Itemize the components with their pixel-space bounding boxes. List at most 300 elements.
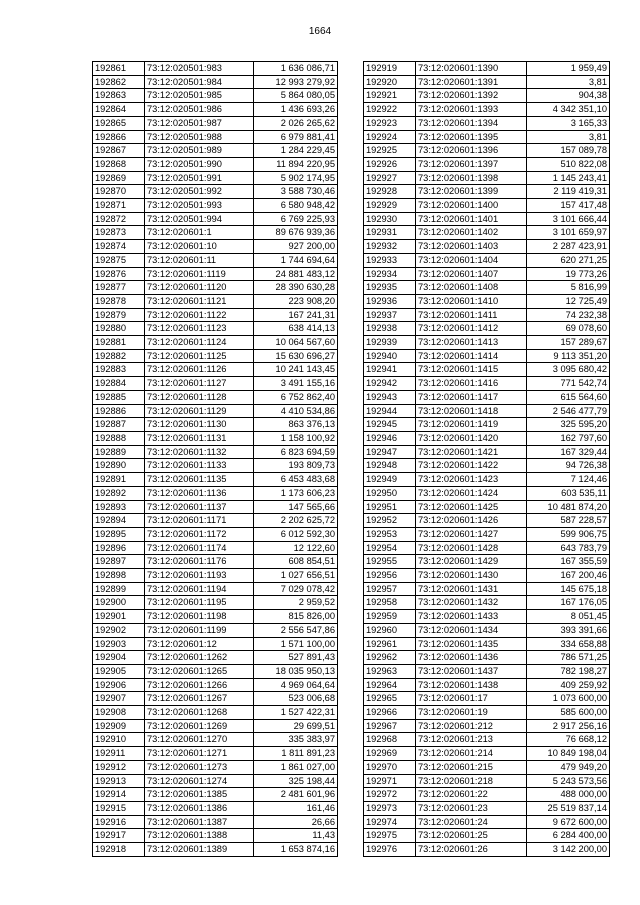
cadastral-number-cell: 73:12:020601:1125 bbox=[145, 349, 254, 363]
table-row bbox=[364, 541, 610, 555]
value-cell: 335 383,97 bbox=[254, 733, 338, 747]
table-row bbox=[364, 801, 610, 815]
row-number-cell: 192865 bbox=[93, 116, 145, 130]
value-cell: 157 417,48 bbox=[527, 199, 610, 213]
cadastral-number-cell: 73:12:020601:1410 bbox=[416, 294, 527, 308]
cadastral-number-cell: 73:12:020601:1262 bbox=[145, 651, 254, 665]
row-number-cell: 192934 bbox=[364, 267, 416, 281]
cadastral-number-cell: 73:12:020601:1195 bbox=[145, 596, 254, 610]
table-row bbox=[364, 404, 610, 418]
cadastral-number-cell: 73:12:020501:983 bbox=[145, 62, 254, 76]
row-number-cell: 192960 bbox=[364, 623, 416, 637]
value-cell: 2 546 477,79 bbox=[527, 404, 610, 418]
cadastral-number-cell: 73:12:020601:11 bbox=[145, 253, 254, 267]
row-number-cell: 192901 bbox=[93, 610, 145, 624]
row-number-cell: 192970 bbox=[364, 760, 416, 774]
cadastral-number-cell: 73:12:020501:991 bbox=[145, 171, 254, 185]
cadastral-number-cell: 73:12:020601:1193 bbox=[145, 569, 254, 583]
table-row bbox=[93, 719, 338, 733]
table-row bbox=[364, 308, 610, 322]
value-cell: 904,38 bbox=[527, 89, 610, 103]
value-cell: 4 410 534,86 bbox=[254, 404, 338, 418]
row-number-cell: 192902 bbox=[93, 623, 145, 637]
row-number-cell: 192903 bbox=[93, 637, 145, 651]
value-cell: 167 200,46 bbox=[527, 569, 610, 583]
cadastral-number-cell: 73:12:020601:1128 bbox=[145, 390, 254, 404]
table-row bbox=[93, 623, 338, 637]
value-cell: 9 672 600,00 bbox=[527, 815, 610, 829]
row-number-cell: 192961 bbox=[364, 637, 416, 651]
row-number-cell: 192910 bbox=[93, 733, 145, 747]
table-row bbox=[93, 541, 338, 555]
value-cell: 771 542,74 bbox=[527, 377, 610, 391]
table-row bbox=[364, 637, 610, 651]
row-number-cell: 192871 bbox=[93, 199, 145, 213]
cadastral-number-cell: 73:12:020601:1174 bbox=[145, 541, 254, 555]
table-row bbox=[364, 377, 610, 391]
table-row bbox=[93, 815, 338, 829]
row-number-cell: 192948 bbox=[364, 459, 416, 473]
cadastral-number-cell: 73:12:020501:987 bbox=[145, 116, 254, 130]
row-number-cell: 192868 bbox=[93, 157, 145, 171]
table-row bbox=[364, 719, 610, 733]
cadastral-number-cell: 73:12:020601:19 bbox=[416, 706, 527, 720]
table-row bbox=[93, 418, 338, 432]
table-row bbox=[364, 459, 610, 473]
row-number-cell: 192878 bbox=[93, 294, 145, 308]
table-row bbox=[364, 89, 610, 103]
row-number-cell: 192907 bbox=[93, 692, 145, 706]
value-cell: 10 241 143,45 bbox=[254, 363, 338, 377]
table-row bbox=[93, 226, 338, 240]
cadastral-table-right bbox=[363, 61, 610, 857]
cadastral-number-cell: 73:12:020601:213 bbox=[416, 733, 527, 747]
value-cell: 15 630 696,27 bbox=[254, 349, 338, 363]
value-cell: 6 012 592,30 bbox=[254, 527, 338, 541]
row-number-cell: 192896 bbox=[93, 541, 145, 555]
row-number-cell: 192918 bbox=[93, 843, 145, 857]
cadastral-number-cell: 73:12:020601:1392 bbox=[416, 89, 527, 103]
cadastral-number-cell: 73:12:020601:1429 bbox=[416, 555, 527, 569]
cadastral-number-cell: 73:12:020601:1425 bbox=[416, 500, 527, 514]
value-cell: 157 289,67 bbox=[527, 336, 610, 350]
row-number-cell: 192861 bbox=[93, 62, 145, 76]
row-number-cell: 192876 bbox=[93, 267, 145, 281]
value-cell: 643 783,79 bbox=[527, 541, 610, 555]
table-row bbox=[93, 212, 338, 226]
cadastral-number-cell: 73:12:020601:1386 bbox=[145, 801, 254, 815]
cadastral-number-cell: 73:12:020601:1428 bbox=[416, 541, 527, 555]
row-number-cell: 192894 bbox=[93, 514, 145, 528]
cadastral-number-cell: 73:12:020601:23 bbox=[416, 801, 527, 815]
cadastral-number-cell: 73:12:020601:1395 bbox=[416, 130, 527, 144]
cadastral-number-cell: 73:12:020601:1269 bbox=[145, 719, 254, 733]
cadastral-number-cell: 73:12:020601:1390 bbox=[416, 62, 527, 76]
table-row bbox=[364, 294, 610, 308]
value-cell: 3 491 155,16 bbox=[254, 377, 338, 391]
row-number-cell: 192883 bbox=[93, 363, 145, 377]
value-cell: 7 124,46 bbox=[527, 473, 610, 487]
row-number-cell: 192969 bbox=[364, 747, 416, 761]
cadastral-number-cell: 73:12:020601:215 bbox=[416, 760, 527, 774]
cadastral-number-cell: 73:12:020601:1171 bbox=[145, 514, 254, 528]
value-cell: 193 809,73 bbox=[254, 459, 338, 473]
cadastral-number-cell: 73:12:020601:1122 bbox=[145, 308, 254, 322]
table-row bbox=[364, 322, 610, 336]
table-row bbox=[93, 774, 338, 788]
cadastral-number-cell: 73:12:020501:988 bbox=[145, 130, 254, 144]
table-row bbox=[93, 733, 338, 747]
table-row bbox=[364, 185, 610, 199]
cadastral-number-cell: 73:12:020601:1194 bbox=[145, 582, 254, 596]
row-number-cell: 192863 bbox=[93, 89, 145, 103]
cadastral-number-cell: 73:12:020501:985 bbox=[145, 89, 254, 103]
cadastral-number-cell: 73:12:020601:1120 bbox=[145, 281, 254, 295]
value-cell: 615 564,60 bbox=[527, 390, 610, 404]
cadastral-number-cell: 73:12:020601:1427 bbox=[416, 527, 527, 541]
row-number-cell: 192909 bbox=[93, 719, 145, 733]
cadastral-number-cell: 73:12:020601:1404 bbox=[416, 253, 527, 267]
row-number-cell: 192872 bbox=[93, 212, 145, 226]
table-row bbox=[364, 486, 610, 500]
value-cell: 8 051,45 bbox=[527, 610, 610, 624]
row-number-cell: 192964 bbox=[364, 678, 416, 692]
table-row bbox=[93, 527, 338, 541]
cadastral-number-cell: 73:12:020601:214 bbox=[416, 747, 527, 761]
table-row bbox=[364, 843, 610, 857]
cadastral-number-cell: 73:12:020601:1268 bbox=[145, 706, 254, 720]
cadastral-number-cell: 73:12:020601:1426 bbox=[416, 514, 527, 528]
row-number-cell: 192916 bbox=[93, 815, 145, 829]
row-number-cell: 192976 bbox=[364, 843, 416, 857]
row-number-cell: 192952 bbox=[364, 514, 416, 528]
table-row bbox=[364, 199, 610, 213]
value-cell: 2 202 625,72 bbox=[254, 514, 338, 528]
cadastral-number-cell: 73:12:020601:1408 bbox=[416, 281, 527, 295]
table-row bbox=[93, 404, 338, 418]
value-cell: 815 826,00 bbox=[254, 610, 338, 624]
cadastral-number-cell: 73:12:020601:1431 bbox=[416, 582, 527, 596]
table-row bbox=[364, 226, 610, 240]
row-number-cell: 192898 bbox=[93, 569, 145, 583]
value-cell: 927 200,00 bbox=[254, 240, 338, 254]
row-number-cell: 192967 bbox=[364, 719, 416, 733]
table-row bbox=[364, 240, 610, 254]
table-row bbox=[364, 610, 610, 624]
table-row bbox=[364, 815, 610, 829]
value-cell: 1 173 606,23 bbox=[254, 486, 338, 500]
row-number-cell: 192933 bbox=[364, 253, 416, 267]
row-number-cell: 192951 bbox=[364, 500, 416, 514]
table-row bbox=[364, 390, 610, 404]
value-cell: 7 029 078,42 bbox=[254, 582, 338, 596]
table-row bbox=[364, 760, 610, 774]
cadastral-number-cell: 73:12:020601:1273 bbox=[145, 760, 254, 774]
cadastral-number-cell: 73:12:020601:1418 bbox=[416, 404, 527, 418]
cadastral-number-cell: 73:12:020601:1400 bbox=[416, 199, 527, 213]
table-row bbox=[93, 747, 338, 761]
table-row bbox=[93, 801, 338, 815]
row-number-cell: 192932 bbox=[364, 240, 416, 254]
value-cell: 5 902 174,95 bbox=[254, 171, 338, 185]
value-cell: 167 355,59 bbox=[527, 555, 610, 569]
table-row bbox=[364, 678, 610, 692]
row-number-cell: 192915 bbox=[93, 801, 145, 815]
cadastral-number-cell: 73:12:020501:989 bbox=[145, 144, 254, 158]
row-number-cell: 192935 bbox=[364, 281, 416, 295]
table-row bbox=[364, 116, 610, 130]
row-number-cell: 192889 bbox=[93, 445, 145, 459]
row-number-cell: 192924 bbox=[364, 130, 416, 144]
row-number-cell: 192893 bbox=[93, 500, 145, 514]
table-row bbox=[364, 103, 610, 117]
table-row bbox=[93, 157, 338, 171]
table-row bbox=[93, 89, 338, 103]
row-number-cell: 192945 bbox=[364, 418, 416, 432]
cadastral-number-cell: 73:12:020601:218 bbox=[416, 774, 527, 788]
cadastral-number-cell: 73:12:020601:1403 bbox=[416, 240, 527, 254]
table-row bbox=[93, 116, 338, 130]
table-row bbox=[93, 363, 338, 377]
table-row bbox=[93, 294, 338, 308]
cadastral-number-cell: 73:12:020601:1430 bbox=[416, 569, 527, 583]
cadastral-number-cell: 73:12:020501:994 bbox=[145, 212, 254, 226]
cadastral-number-cell: 73:12:020601:1135 bbox=[145, 473, 254, 487]
value-cell: 12 122,60 bbox=[254, 541, 338, 555]
value-cell: 223 908,20 bbox=[254, 294, 338, 308]
table-row bbox=[93, 199, 338, 213]
table-row bbox=[364, 253, 610, 267]
value-cell: 6 752 862,40 bbox=[254, 390, 338, 404]
cadastral-number-cell: 73:12:020601:1397 bbox=[416, 157, 527, 171]
table-row bbox=[93, 788, 338, 802]
row-number-cell: 192882 bbox=[93, 349, 145, 363]
table-row bbox=[93, 336, 338, 350]
value-cell: 510 822,08 bbox=[527, 157, 610, 171]
value-cell: 1 653 874,16 bbox=[254, 843, 338, 857]
row-number-cell: 192904 bbox=[93, 651, 145, 665]
table-row bbox=[364, 555, 610, 569]
row-number-cell: 192949 bbox=[364, 473, 416, 487]
value-cell: 6 769 225,93 bbox=[254, 212, 338, 226]
cadastral-number-cell: 73:12:020601:1123 bbox=[145, 322, 254, 336]
table-row bbox=[364, 144, 610, 158]
table-row bbox=[93, 349, 338, 363]
value-cell: 620 271,25 bbox=[527, 253, 610, 267]
cadastral-number-cell: 73:12:020601:1411 bbox=[416, 308, 527, 322]
cadastral-number-cell: 73:12:020601:12 bbox=[145, 637, 254, 651]
cadastral-number-cell: 73:12:020601:22 bbox=[416, 788, 527, 802]
table-row bbox=[93, 390, 338, 404]
table-row bbox=[364, 130, 610, 144]
value-cell: 334 658,88 bbox=[527, 637, 610, 651]
row-number-cell: 192939 bbox=[364, 336, 416, 350]
cadastral-number-cell: 73:12:020601:1132 bbox=[145, 445, 254, 459]
value-cell: 12 725,49 bbox=[527, 294, 610, 308]
value-cell: 19 773,26 bbox=[527, 267, 610, 281]
table-row bbox=[93, 843, 338, 857]
value-cell: 2 917 256,16 bbox=[527, 719, 610, 733]
row-number-cell: 192880 bbox=[93, 322, 145, 336]
table-row bbox=[364, 774, 610, 788]
row-number-cell: 192892 bbox=[93, 486, 145, 500]
row-number-cell: 192885 bbox=[93, 390, 145, 404]
row-number-cell: 192877 bbox=[93, 281, 145, 295]
value-cell: 1 571 100,00 bbox=[254, 637, 338, 651]
row-number-cell: 192917 bbox=[93, 829, 145, 843]
cadastral-number-cell: 73:12:020601:1419 bbox=[416, 418, 527, 432]
value-cell: 162 797,60 bbox=[527, 431, 610, 445]
cadastral-number-cell: 73:12:020601:1133 bbox=[145, 459, 254, 473]
value-cell: 74 232,38 bbox=[527, 308, 610, 322]
value-cell: 1 527 422,31 bbox=[254, 706, 338, 720]
row-number-cell: 192884 bbox=[93, 377, 145, 391]
row-number-cell: 192950 bbox=[364, 486, 416, 500]
table-row bbox=[93, 678, 338, 692]
cadastral-number-cell: 73:12:020601:1387 bbox=[145, 815, 254, 829]
cadastral-number-cell: 73:12:020601:1396 bbox=[416, 144, 527, 158]
cadastral-number-cell: 73:12:020601:1131 bbox=[145, 431, 254, 445]
row-number-cell: 192919 bbox=[364, 62, 416, 76]
cadastral-number-cell: 73:12:020601:1 bbox=[145, 226, 254, 240]
row-number-cell: 192931 bbox=[364, 226, 416, 240]
value-cell: 782 198,27 bbox=[527, 664, 610, 678]
table-row bbox=[364, 733, 610, 747]
cadastral-number-cell: 73:12:020601:1436 bbox=[416, 651, 527, 665]
value-cell: 3 165,33 bbox=[527, 116, 610, 130]
row-number-cell: 192886 bbox=[93, 404, 145, 418]
table-row bbox=[93, 596, 338, 610]
value-cell: 5 816,99 bbox=[527, 281, 610, 295]
cadastral-number-cell: 73:12:020601:1121 bbox=[145, 294, 254, 308]
row-number-cell: 192972 bbox=[364, 788, 416, 802]
cadastral-number-cell: 73:12:020601:24 bbox=[416, 815, 527, 829]
table-row bbox=[364, 692, 610, 706]
value-cell: 3 142 200,00 bbox=[527, 843, 610, 857]
cadastral-number-cell: 73:12:020501:993 bbox=[145, 199, 254, 213]
value-cell: 11 894 220,95 bbox=[254, 157, 338, 171]
cadastral-number-cell: 73:12:020601:1199 bbox=[145, 623, 254, 637]
value-cell: 599 906,75 bbox=[527, 527, 610, 541]
row-number-cell: 192887 bbox=[93, 418, 145, 432]
cadastral-number-cell: 73:12:020601:1130 bbox=[145, 418, 254, 432]
value-cell: 6 284 400,00 bbox=[527, 829, 610, 843]
cadastral-number-cell: 73:12:020601:1423 bbox=[416, 473, 527, 487]
value-cell: 1 158 100,92 bbox=[254, 431, 338, 445]
cadastral-number-cell: 73:12:020601:1271 bbox=[145, 747, 254, 761]
cadastral-number-cell: 73:12:020601:1401 bbox=[416, 212, 527, 226]
table-row bbox=[364, 75, 610, 89]
row-number-cell: 192923 bbox=[364, 116, 416, 130]
cadastral-number-cell: 73:12:020601:1266 bbox=[145, 678, 254, 692]
cadastral-number-cell: 73:12:020601:1422 bbox=[416, 459, 527, 473]
row-number-cell: 192975 bbox=[364, 829, 416, 843]
row-number-cell: 192897 bbox=[93, 555, 145, 569]
value-cell: 167 176,05 bbox=[527, 596, 610, 610]
row-number-cell: 192940 bbox=[364, 349, 416, 363]
row-number-cell: 192930 bbox=[364, 212, 416, 226]
value-cell: 6 580 948,42 bbox=[254, 199, 338, 213]
row-number-cell: 192891 bbox=[93, 473, 145, 487]
value-cell: 1 959,49 bbox=[527, 62, 610, 76]
table-row bbox=[93, 130, 338, 144]
row-number-cell: 192927 bbox=[364, 171, 416, 185]
value-cell: 76 668,12 bbox=[527, 733, 610, 747]
cadastral-number-cell: 73:12:020601:1274 bbox=[145, 774, 254, 788]
table-row bbox=[93, 253, 338, 267]
table-row bbox=[93, 555, 338, 569]
value-cell: 2 556 547,86 bbox=[254, 623, 338, 637]
value-cell: 2 481 601,96 bbox=[254, 788, 338, 802]
table-row bbox=[364, 623, 610, 637]
value-cell: 147 565,66 bbox=[254, 500, 338, 514]
value-cell: 3 101 666,44 bbox=[527, 212, 610, 226]
value-cell: 3 588 730,46 bbox=[254, 185, 338, 199]
value-cell: 1 073 600,00 bbox=[527, 692, 610, 706]
value-cell: 6 823 694,59 bbox=[254, 445, 338, 459]
table-row bbox=[364, 336, 610, 350]
row-number-cell: 192959 bbox=[364, 610, 416, 624]
row-number-cell: 192953 bbox=[364, 527, 416, 541]
value-cell: 585 600,00 bbox=[527, 706, 610, 720]
value-cell: 26,66 bbox=[254, 815, 338, 829]
table-row bbox=[364, 514, 610, 528]
cadastral-number-cell: 73:12:020601:1407 bbox=[416, 267, 527, 281]
row-number-cell: 192929 bbox=[364, 199, 416, 213]
value-cell: 1 284 229,45 bbox=[254, 144, 338, 158]
value-cell: 5 243 573,56 bbox=[527, 774, 610, 788]
value-cell: 2 119 419,31 bbox=[527, 185, 610, 199]
cadastral-number-cell: 73:12:020501:992 bbox=[145, 185, 254, 199]
row-number-cell: 192881 bbox=[93, 336, 145, 350]
table-row bbox=[93, 62, 338, 76]
cadastral-number-cell: 73:12:020601:1267 bbox=[145, 692, 254, 706]
cadastral-number-cell: 73:12:020601:1437 bbox=[416, 664, 527, 678]
table-row bbox=[364, 157, 610, 171]
cadastral-number-cell: 73:12:020501:984 bbox=[145, 75, 254, 89]
value-cell: 2 026 265,62 bbox=[254, 116, 338, 130]
row-number-cell: 192911 bbox=[93, 747, 145, 761]
row-number-cell: 192862 bbox=[93, 75, 145, 89]
value-cell: 69 078,60 bbox=[527, 322, 610, 336]
row-number-cell: 192867 bbox=[93, 144, 145, 158]
cadastral-number-cell: 73:12:020601:1198 bbox=[145, 610, 254, 624]
row-number-cell: 192957 bbox=[364, 582, 416, 596]
row-number-cell: 192913 bbox=[93, 774, 145, 788]
value-cell: 488 000,00 bbox=[527, 788, 610, 802]
table-row bbox=[364, 212, 610, 226]
value-cell: 167 241,31 bbox=[254, 308, 338, 322]
cadastral-number-cell: 73:12:020601:1435 bbox=[416, 637, 527, 651]
cadastral-number-cell: 73:12:020601:26 bbox=[416, 843, 527, 857]
row-number-cell: 192890 bbox=[93, 459, 145, 473]
cadastral-number-cell: 73:12:020601:1420 bbox=[416, 431, 527, 445]
cadastral-number-cell: 73:12:020601:1265 bbox=[145, 664, 254, 678]
value-cell: 587 228,57 bbox=[527, 514, 610, 528]
table-row bbox=[93, 308, 338, 322]
row-number-cell: 192943 bbox=[364, 390, 416, 404]
cadastral-number-cell: 73:12:020601:1412 bbox=[416, 322, 527, 336]
value-cell: 1 436 693,26 bbox=[254, 103, 338, 117]
row-number-cell: 192946 bbox=[364, 431, 416, 445]
table-row bbox=[364, 363, 610, 377]
row-number-cell: 192875 bbox=[93, 253, 145, 267]
row-number-cell: 192936 bbox=[364, 294, 416, 308]
cadastral-number-cell: 73:12:020601:1270 bbox=[145, 733, 254, 747]
row-number-cell: 192968 bbox=[364, 733, 416, 747]
table-row bbox=[93, 829, 338, 843]
table-row bbox=[93, 610, 338, 624]
